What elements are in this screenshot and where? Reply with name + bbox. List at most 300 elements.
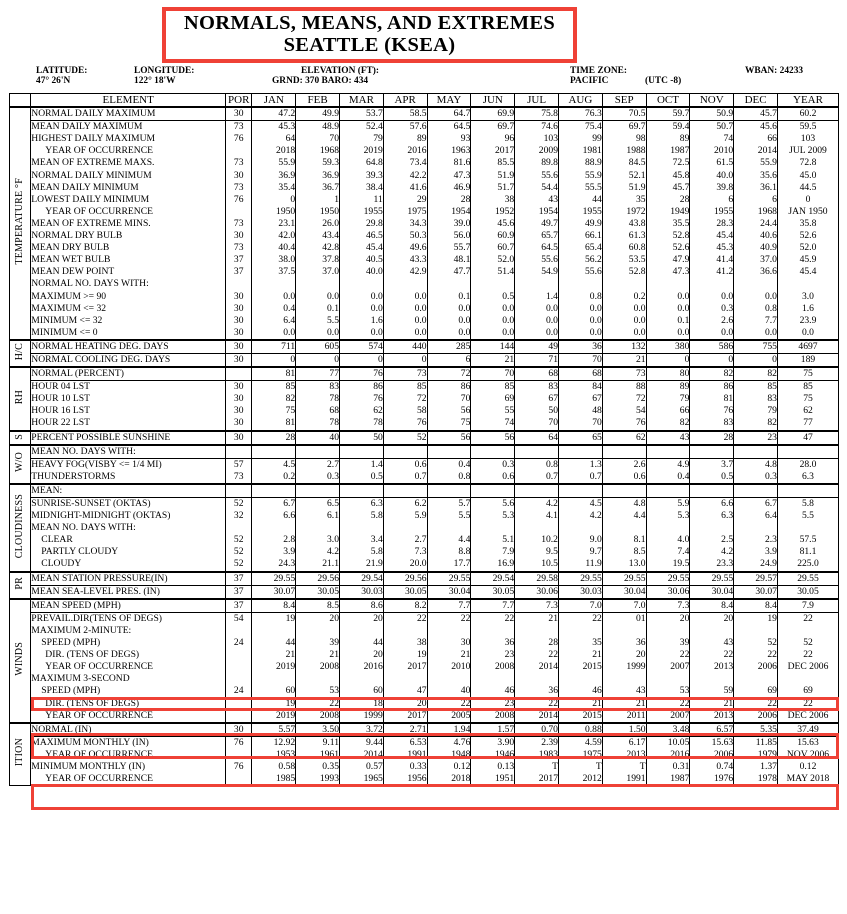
table-row — [10, 417, 839, 430]
data-cell-year: 59.5 — [777, 121, 838, 134]
data-cell-jun: 23 — [471, 698, 515, 710]
data-cell-may: 56 — [427, 431, 471, 445]
data-cell-sep — [602, 484, 646, 498]
row-group-label-text: H/C — [14, 342, 26, 361]
data-cell-jun: 69 — [471, 393, 515, 405]
table-row — [10, 612, 839, 625]
data-cell-apr: 50.3 — [383, 230, 427, 242]
data-cell-jun: 0.6 — [471, 471, 515, 484]
table-row — [10, 710, 839, 723]
row-label: YEAR OF OCCURRENCE — [31, 206, 226, 218]
data-cell-nov — [690, 522, 734, 534]
por-cell — [226, 445, 252, 459]
data-cell-sep — [602, 445, 646, 459]
data-cell-mar: 76 — [340, 367, 384, 381]
row-label: HOUR 04 LST — [31, 381, 226, 394]
data-cell-mar: 39.3 — [340, 170, 384, 182]
por-cell: 30 — [226, 353, 252, 367]
data-cell-nov: 29.55 — [690, 572, 734, 586]
row-label: MEAN SPEED (MPH) — [31, 599, 226, 613]
por-cell: 30 — [226, 303, 252, 315]
data-cell-dec — [734, 445, 778, 459]
data-cell-year: 6.3 — [777, 471, 838, 484]
data-cell-aug: 70 — [558, 353, 602, 367]
data-cell-apr: 29.56 — [383, 572, 427, 586]
row-label: HIGHEST DAILY MAXIMUM — [31, 133, 226, 145]
data-cell-mar: 1.4 — [340, 458, 384, 471]
data-cell-jun: 51.4 — [471, 266, 515, 278]
maximum-3-second-highlight — [31, 784, 839, 810]
data-cell-dec: 55.9 — [734, 157, 778, 169]
data-cell-jul: 0.0 — [515, 327, 559, 340]
data-cell-feb: 1950 — [296, 206, 340, 218]
data-cell-sep: 36 — [602, 637, 646, 649]
por-cell: 30 — [226, 723, 252, 737]
table-row — [10, 170, 839, 182]
data-cell-feb: 59.3 — [296, 157, 340, 169]
data-cell-year: 0.0 — [777, 327, 838, 340]
data-cell-mar: 20 — [340, 612, 384, 625]
data-cell-jul — [515, 278, 559, 290]
row-label: HOUR 16 LST — [31, 405, 226, 417]
data-cell-nov: 28.3 — [690, 218, 734, 230]
elevation-value: GRND: 370 BARO: 434 — [272, 76, 369, 86]
data-cell-dec: 35.6 — [734, 170, 778, 182]
data-cell-dec: 45.6 — [734, 121, 778, 134]
data-cell-jun: 1.57 — [471, 723, 515, 737]
data-cell-aug: 11.9 — [558, 558, 602, 571]
table-row — [10, 353, 839, 367]
data-cell-dec: 82 — [734, 367, 778, 381]
data-cell-oct: 43 — [646, 431, 690, 445]
data-cell-jun — [471, 445, 515, 459]
por-cell: 76 — [226, 761, 252, 773]
data-cell-nov: 6 — [690, 194, 734, 206]
row-label: MEAN STATION PRESSURE(IN) — [31, 572, 226, 586]
data-cell-jan: 45.3 — [252, 121, 296, 134]
data-cell-sep: 88 — [602, 381, 646, 394]
data-cell-oct: 4.9 — [646, 458, 690, 471]
row-label: HEAVY FOG(VISBY <= 1/4 MI) — [31, 458, 226, 471]
data-cell-jun: 60.9 — [471, 230, 515, 242]
data-cell-year: 60.2 — [777, 107, 838, 121]
data-cell-oct: 59.7 — [646, 107, 690, 121]
data-cell-feb: 68 — [296, 405, 340, 417]
data-cell-oct: 0.31 — [646, 761, 690, 773]
data-cell-apr: 47 — [383, 685, 427, 697]
data-cell-jan: 29.55 — [252, 572, 296, 586]
header-month-nov: NOV — [690, 94, 734, 108]
data-cell-sep: 61.3 — [602, 230, 646, 242]
data-cell-feb: 1993 — [296, 773, 340, 785]
data-cell-jul: 2.39 — [515, 736, 559, 749]
data-cell-feb — [296, 625, 340, 637]
data-cell-apr — [383, 625, 427, 637]
data-cell-apr: 29 — [383, 194, 427, 206]
data-cell-dec: 69 — [734, 685, 778, 697]
data-cell-feb: 29.56 — [296, 572, 340, 586]
data-cell-nov: 40.0 — [690, 170, 734, 182]
data-cell-apr: 57.6 — [383, 121, 427, 134]
row-label: MEAN DAILY MAXIMUM — [31, 121, 226, 134]
row-label: CLOUDY — [31, 558, 226, 571]
data-cell-sep: 20 — [602, 649, 646, 661]
data-cell-jun: 23 — [471, 649, 515, 661]
table-row — [10, 393, 839, 405]
data-cell-mar: 0.57 — [340, 761, 384, 773]
data-cell-jan: 711 — [252, 340, 296, 354]
data-cell-jul — [515, 445, 559, 459]
por-cell — [226, 673, 252, 685]
data-cell-dec: 0.8 — [734, 303, 778, 315]
por-cell: 37 — [226, 254, 252, 266]
data-cell-nov: 2.5 — [690, 534, 734, 546]
data-cell-year: 225.0 — [777, 558, 838, 571]
data-cell-nov: 39.8 — [690, 182, 734, 194]
data-cell-dec: 85 — [734, 381, 778, 394]
row-label: MEAN: — [31, 484, 226, 498]
data-cell-may — [427, 484, 471, 498]
data-cell-aug — [558, 522, 602, 534]
data-cell-may: 30.04 — [427, 585, 471, 599]
data-cell-oct: 0.4 — [646, 471, 690, 484]
data-cell-oct: 7.3 — [646, 599, 690, 613]
row-label: NORMAL (PERCENT) — [31, 367, 226, 381]
data-cell-nov: 6.3 — [690, 510, 734, 522]
data-cell-mar — [340, 484, 384, 498]
data-cell-jul: 2014 — [515, 710, 559, 723]
data-cell-apr: 19 — [383, 649, 427, 661]
data-cell-dec: 1978 — [734, 773, 778, 785]
header-month-sep: SEP — [602, 94, 646, 108]
data-cell-jul: 65.7 — [515, 230, 559, 242]
data-cell-oct: 82 — [646, 417, 690, 430]
data-cell-jan: 2019 — [252, 661, 296, 673]
data-cell-dec: 37.0 — [734, 254, 778, 266]
data-cell-year: 75 — [777, 393, 838, 405]
data-cell-year: 52 — [777, 637, 838, 649]
data-cell-aug: 46 — [558, 685, 602, 697]
data-cell-may: 93 — [427, 133, 471, 145]
data-cell-jul: 75.8 — [515, 107, 559, 121]
header-month-oct: OCT — [646, 94, 690, 108]
data-cell-feb: 2.7 — [296, 458, 340, 471]
data-cell-may: 64.7 — [427, 107, 471, 121]
data-cell-sep: 4.8 — [602, 498, 646, 511]
data-cell-nov — [690, 625, 734, 637]
data-cell-year — [777, 445, 838, 459]
data-cell-year: 75 — [777, 367, 838, 381]
data-cell-year: JAN 1950 — [777, 206, 838, 218]
data-cell-sep — [602, 278, 646, 290]
data-cell-may: 46.9 — [427, 182, 471, 194]
por-cell: 32 — [226, 510, 252, 522]
header-element: ELEMENT — [31, 94, 226, 108]
por-cell: 37 — [226, 572, 252, 586]
data-cell-apr: 0 — [383, 353, 427, 367]
data-cell-nov: 23.3 — [690, 558, 734, 571]
latitude-label: LATITUDE: — [36, 66, 88, 76]
table-row — [10, 484, 839, 498]
row-label: NORMAL NO. DAYS WITH: — [31, 278, 226, 290]
data-cell-feb: 78 — [296, 417, 340, 430]
elevation-label: ELEVATION (FT): — [301, 66, 380, 76]
data-cell-mar: 0.0 — [340, 327, 384, 340]
data-cell-year: 5.5 — [777, 510, 838, 522]
data-cell-apr: 0.0 — [383, 315, 427, 327]
data-cell-sep: 1972 — [602, 206, 646, 218]
data-cell-jun: 69.7 — [471, 121, 515, 134]
por-cell — [226, 749, 252, 761]
data-cell-jan: 0.2 — [252, 471, 296, 484]
row-label: YEAR OF OCCURRENCE — [31, 710, 226, 723]
data-cell-nov: 2013 — [690, 710, 734, 723]
data-cell-aug: 68 — [558, 367, 602, 381]
por-cell: 76 — [226, 194, 252, 206]
por-cell: 30 — [226, 291, 252, 303]
data-cell-apr: 2.7 — [383, 534, 427, 546]
data-cell-dec: 0.0 — [734, 291, 778, 303]
por-cell: 30 — [226, 315, 252, 327]
data-cell-jul: 9.5 — [515, 546, 559, 558]
data-cell-jul: 70 — [515, 417, 559, 430]
data-cell-oct: 1987 — [646, 773, 690, 785]
data-cell-year: MAY 2018 — [777, 773, 838, 785]
data-cell-oct: 35.5 — [646, 218, 690, 230]
data-cell-sep: T — [602, 761, 646, 773]
data-cell-apr: 0.33 — [383, 761, 427, 773]
table-row — [10, 133, 839, 145]
data-cell-mar: 45.4 — [340, 242, 384, 254]
header-month-dec: DEC — [734, 94, 778, 108]
data-cell-dec: 2.3 — [734, 534, 778, 546]
por-cell: 30 — [226, 381, 252, 394]
data-cell-sep: 01 — [602, 612, 646, 625]
table-row — [10, 431, 839, 445]
data-cell-jan: 44 — [252, 637, 296, 649]
table-row — [10, 230, 839, 242]
data-cell-year: 22 — [777, 612, 838, 625]
data-cell-jan: 2019 — [252, 710, 296, 723]
data-cell-dec: 6.7 — [734, 498, 778, 511]
data-cell-sep: 0.6 — [602, 471, 646, 484]
data-cell-feb: 40 — [296, 431, 340, 445]
data-cell-may: 2018 — [427, 773, 471, 785]
data-cell-jun: 69.9 — [471, 107, 515, 121]
row-group-label-text: RH — [14, 389, 26, 404]
data-cell-apr: 38 — [383, 637, 427, 649]
data-cell-jan: 0.0 — [252, 291, 296, 303]
data-cell-year — [777, 278, 838, 290]
table-row — [10, 625, 839, 637]
row-label: NORMAL DRY BULB — [31, 230, 226, 242]
data-cell-oct: 0.0 — [646, 327, 690, 340]
data-cell-feb — [296, 673, 340, 685]
data-cell-year: 28.0 — [777, 458, 838, 471]
data-cell-jul: 2017 — [515, 773, 559, 785]
data-cell-jan: 47.2 — [252, 107, 296, 121]
data-cell-aug: 30.03 — [558, 585, 602, 599]
data-cell-oct: 53 — [646, 685, 690, 697]
data-cell-mar: 60 — [340, 685, 384, 697]
data-cell-nov: 1955 — [690, 206, 734, 218]
data-cell-dec: 2006 — [734, 710, 778, 723]
data-cell-jan: 6.7 — [252, 498, 296, 511]
data-cell-aug: 99 — [558, 133, 602, 145]
data-cell-aug: 1975 — [558, 749, 602, 761]
table-row — [10, 723, 839, 737]
data-cell-year: 15.63 — [777, 736, 838, 749]
data-cell-sep: 2013 — [602, 749, 646, 761]
data-cell-jul: 71 — [515, 353, 559, 367]
data-cell-mar — [340, 625, 384, 637]
data-cell-year: 37.49 — [777, 723, 838, 737]
data-cell-jun: 46 — [471, 685, 515, 697]
data-cell-jun: 144 — [471, 340, 515, 354]
data-cell-oct: 4.0 — [646, 534, 690, 546]
data-cell-may: 22 — [427, 698, 471, 710]
data-cell-may: 2010 — [427, 661, 471, 673]
data-cell-feb — [296, 522, 340, 534]
data-cell-mar: 38.4 — [340, 182, 384, 194]
data-cell-jul: 0.8 — [515, 458, 559, 471]
data-cell-may: 72 — [427, 367, 471, 381]
data-cell-sep — [602, 625, 646, 637]
data-cell-dec: 22 — [734, 698, 778, 710]
data-cell-nov — [690, 445, 734, 459]
data-cell-year: 45.0 — [777, 170, 838, 182]
data-cell-dec: 22 — [734, 649, 778, 661]
row-group-label — [10, 484, 31, 572]
por-cell: 52 — [226, 534, 252, 546]
por-cell: 30 — [226, 405, 252, 417]
data-cell-jul: 22 — [515, 698, 559, 710]
data-cell-year: 77 — [777, 417, 838, 430]
data-cell-nov: 50.9 — [690, 107, 734, 121]
data-cell-nov: 2010 — [690, 145, 734, 157]
data-cell-nov: 0.5 — [690, 471, 734, 484]
data-cell-oct — [646, 673, 690, 685]
table-row — [10, 315, 839, 327]
data-cell-apr: 49.6 — [383, 242, 427, 254]
por-cell: 24 — [226, 685, 252, 697]
data-cell-may — [427, 445, 471, 459]
data-cell-year: JUL 2009 — [777, 145, 838, 157]
data-cell-nov — [690, 484, 734, 498]
data-cell-apr — [383, 673, 427, 685]
data-cell-aug: 9.7 — [558, 546, 602, 558]
data-cell-year: 57.5 — [777, 534, 838, 546]
data-cell-apr: 6.53 — [383, 736, 427, 749]
data-cell-nov: 86 — [690, 381, 734, 394]
data-cell-apr: 42.2 — [383, 170, 427, 182]
data-cell-year: 22 — [777, 649, 838, 661]
data-cell-year: 45.9 — [777, 254, 838, 266]
data-cell-jan: 35.4 — [252, 182, 296, 194]
row-label: MAXIMUM 2-MINUTE: — [31, 625, 226, 637]
header-month-apr: APR — [383, 94, 427, 108]
table-row — [10, 405, 839, 417]
row-label: MAXIMUM 3-SECOND — [31, 673, 226, 685]
climate-normals-table — [9, 93, 839, 786]
data-cell-sep: 30.04 — [602, 585, 646, 599]
data-cell-sep: 54 — [602, 405, 646, 417]
data-cell-feb: 3.50 — [296, 723, 340, 737]
data-cell-jun — [471, 522, 515, 534]
table-row — [10, 291, 839, 303]
data-cell-jan: 64 — [252, 133, 296, 145]
data-cell-jun: 55 — [471, 405, 515, 417]
data-cell-aug: 4.2 — [558, 510, 602, 522]
data-cell-feb: 77 — [296, 367, 340, 381]
data-cell-sep: 52.8 — [602, 266, 646, 278]
row-group-label — [10, 340, 31, 367]
data-cell-jul: 21 — [515, 612, 559, 625]
table-row — [10, 749, 839, 761]
data-cell-aug: 9.0 — [558, 534, 602, 546]
data-cell-jun: 38 — [471, 194, 515, 206]
data-cell-jan: 1950 — [252, 206, 296, 218]
table-row — [10, 327, 839, 340]
data-cell-jul: 49 — [515, 340, 559, 354]
por-cell: 76 — [226, 736, 252, 749]
data-cell-dec: 30.07 — [734, 585, 778, 599]
data-cell-apr: 2017 — [383, 710, 427, 723]
data-cell-jan: 3.9 — [252, 546, 296, 558]
table-row — [10, 194, 839, 206]
data-cell-sep: 0.0 — [602, 327, 646, 340]
data-cell-feb: 43.4 — [296, 230, 340, 242]
data-cell-jul: 1954 — [515, 206, 559, 218]
data-cell-sep: 6.17 — [602, 736, 646, 749]
table-row — [10, 585, 839, 599]
data-cell-year: 52.0 — [777, 242, 838, 254]
data-cell-aug: 21 — [558, 698, 602, 710]
data-cell-jun: 85 — [471, 381, 515, 394]
data-cell-sep: 70.5 — [602, 107, 646, 121]
data-cell-feb: 9.11 — [296, 736, 340, 749]
data-cell-jan: 24.3 — [252, 558, 296, 571]
data-cell-oct: 22 — [646, 649, 690, 661]
row-label: NORMAL (IN) — [31, 723, 226, 737]
data-cell-aug: 65 — [558, 431, 602, 445]
data-cell-mar: 29.8 — [340, 218, 384, 230]
data-cell-dec: 6.4 — [734, 510, 778, 522]
row-label: MINIMUM MONTHLY (IN) — [31, 761, 226, 773]
data-cell-apr: 30.05 — [383, 585, 427, 599]
data-cell-nov: 0.0 — [690, 327, 734, 340]
data-cell-dec: 1.37 — [734, 761, 778, 773]
por-cell: 30 — [226, 170, 252, 182]
data-cell-jul: 103 — [515, 133, 559, 145]
data-cell-aug: T — [558, 761, 602, 773]
data-cell-nov — [690, 673, 734, 685]
data-cell-mar: 2019 — [340, 145, 384, 157]
data-cell-year — [777, 522, 838, 534]
data-cell-jan — [252, 522, 296, 534]
data-cell-nov: 41.4 — [690, 254, 734, 266]
data-cell-may: 7.7 — [427, 599, 471, 613]
data-cell-may: 0.0 — [427, 315, 471, 327]
table-row — [10, 303, 839, 315]
data-cell-jul: 10.2 — [515, 534, 559, 546]
data-cell-jun: 7.9 — [471, 546, 515, 558]
data-cell-aug: 66.1 — [558, 230, 602, 242]
data-cell-jun: 51.9 — [471, 170, 515, 182]
row-label: MEAN NO. DAYS WITH: — [31, 445, 226, 459]
por-cell: 37 — [226, 599, 252, 613]
data-cell-jan: 6.4 — [252, 315, 296, 327]
